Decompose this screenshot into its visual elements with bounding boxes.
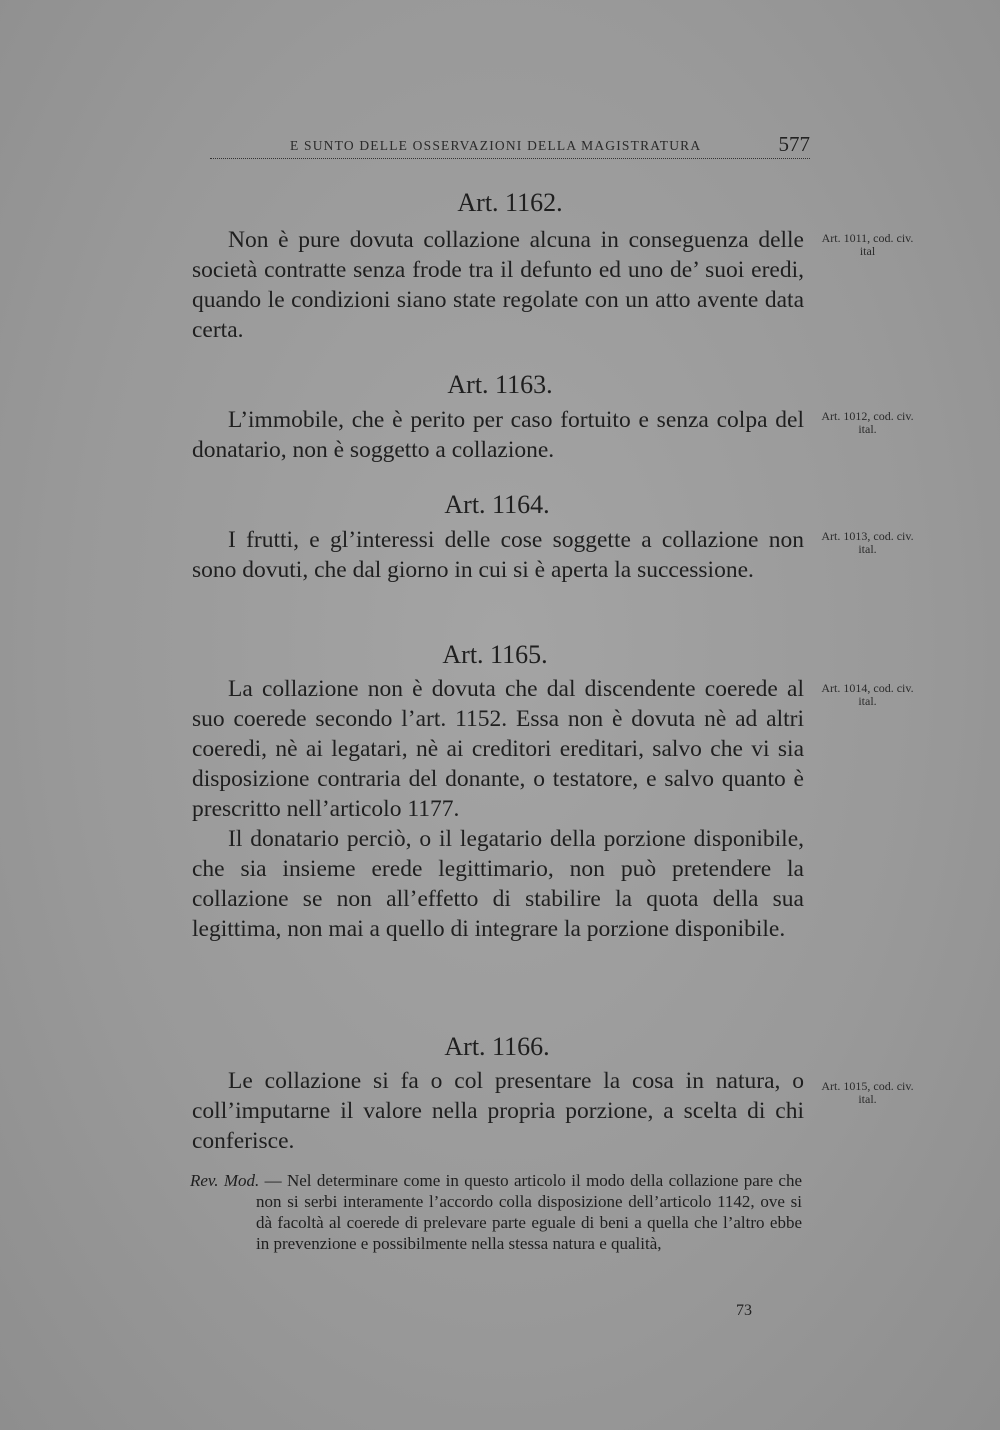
article-heading-1164: Art. 1164. [444, 490, 550, 519]
running-title: E SUNTO DELLE OSSERVAZIONI DELLA MAGISTRATURA [290, 138, 702, 153]
article-paragraph: I frutti, e gl’interessi delle cose soggette a collazione non sono dovuti, che dal giorno in cui si è aperta la successione. [192, 527, 804, 583]
commentary-text: — Nel determinare come in questo articolo il modo della collazione pare che non si serbi interamente l’accordo colla disposizione dell’articolo 1142, ove si dà facoltà al coerede di prelevare parte eguale di beni a quella che l’altro ebbe in prevenzione e possibilmente nella stessa natura e qualità, [256, 1171, 802, 1253]
article-paragraph: La collazione non è dovuta che dal discendente coerede al suo coerede secondo l’art. 1152. Essa non è dovuta nè ad altri coeredi, nè ai legatari, nè ai creditori ereditari, salvo che vi sia disposizione contraria del donante, o testatore, e salvo quanto è prescritto nell’articolo 1177. [192, 676, 804, 822]
article-paragraph: Le collazione si fa o col presentare la cosa in natura, o coll’imputarne il valore nella propria porzione, a scelta di chi conferisce. [192, 1068, 804, 1154]
commentary-source: Rev. Mod. [190, 1171, 260, 1190]
article-paragraph: L’immobile, che è perito per caso fortuito e senza colpa del donatario, non è soggetto a collazione. [192, 407, 804, 463]
article-heading-1166: Art. 1166. [444, 1032, 550, 1061]
article-text-1164 [192, 525, 804, 585]
article-heading-1162: Art. 1162. [457, 188, 563, 217]
article-text-1163 [192, 405, 804, 465]
signature-mark: 73 [736, 1302, 752, 1319]
article-paragraph: Non è pure dovuta collazione alcuna in conseguenza delle società contratte senza frode tra il defunto ed uno de’ suoi eredi, quando le condizioni siano state regolate con un atto avente data certa. [192, 227, 804, 343]
article-text-1166 [192, 1066, 804, 1156]
article-text-1162 [192, 225, 804, 345]
margin-note-1163: Art. 1012, cod. civ. ital. [821, 409, 914, 436]
article-heading-1165: Art. 1165. [442, 640, 548, 669]
commentary-note [190, 1170, 802, 1254]
article-paragraph: Il donatario perciò, o il legatario della porzione disponibile, che sia insieme erede legittimario, non può pretendere la collazione se non all’effetto di stabilire la quota della sua legittima, non mai a quello di integrare la porzione disponibile. [192, 826, 804, 942]
page-number: 577 [778, 132, 810, 156]
margin-note-1166: Art. 1015, cod. civ. ital. [821, 1079, 914, 1106]
article-text-1165 [192, 674, 804, 944]
running-head [210, 128, 810, 168]
margin-note-1165: Art. 1014, cod. civ. ital. [821, 681, 914, 708]
margin-note-1162: Art. 1011, cod. civ. ital [821, 231, 914, 258]
article-heading-1163: Art. 1163. [447, 370, 553, 399]
header-rule [210, 158, 810, 159]
margin-note-1164: Art. 1013, cod. civ. ital. [821, 529, 914, 556]
commentary-paragraph [190, 1170, 802, 1254]
